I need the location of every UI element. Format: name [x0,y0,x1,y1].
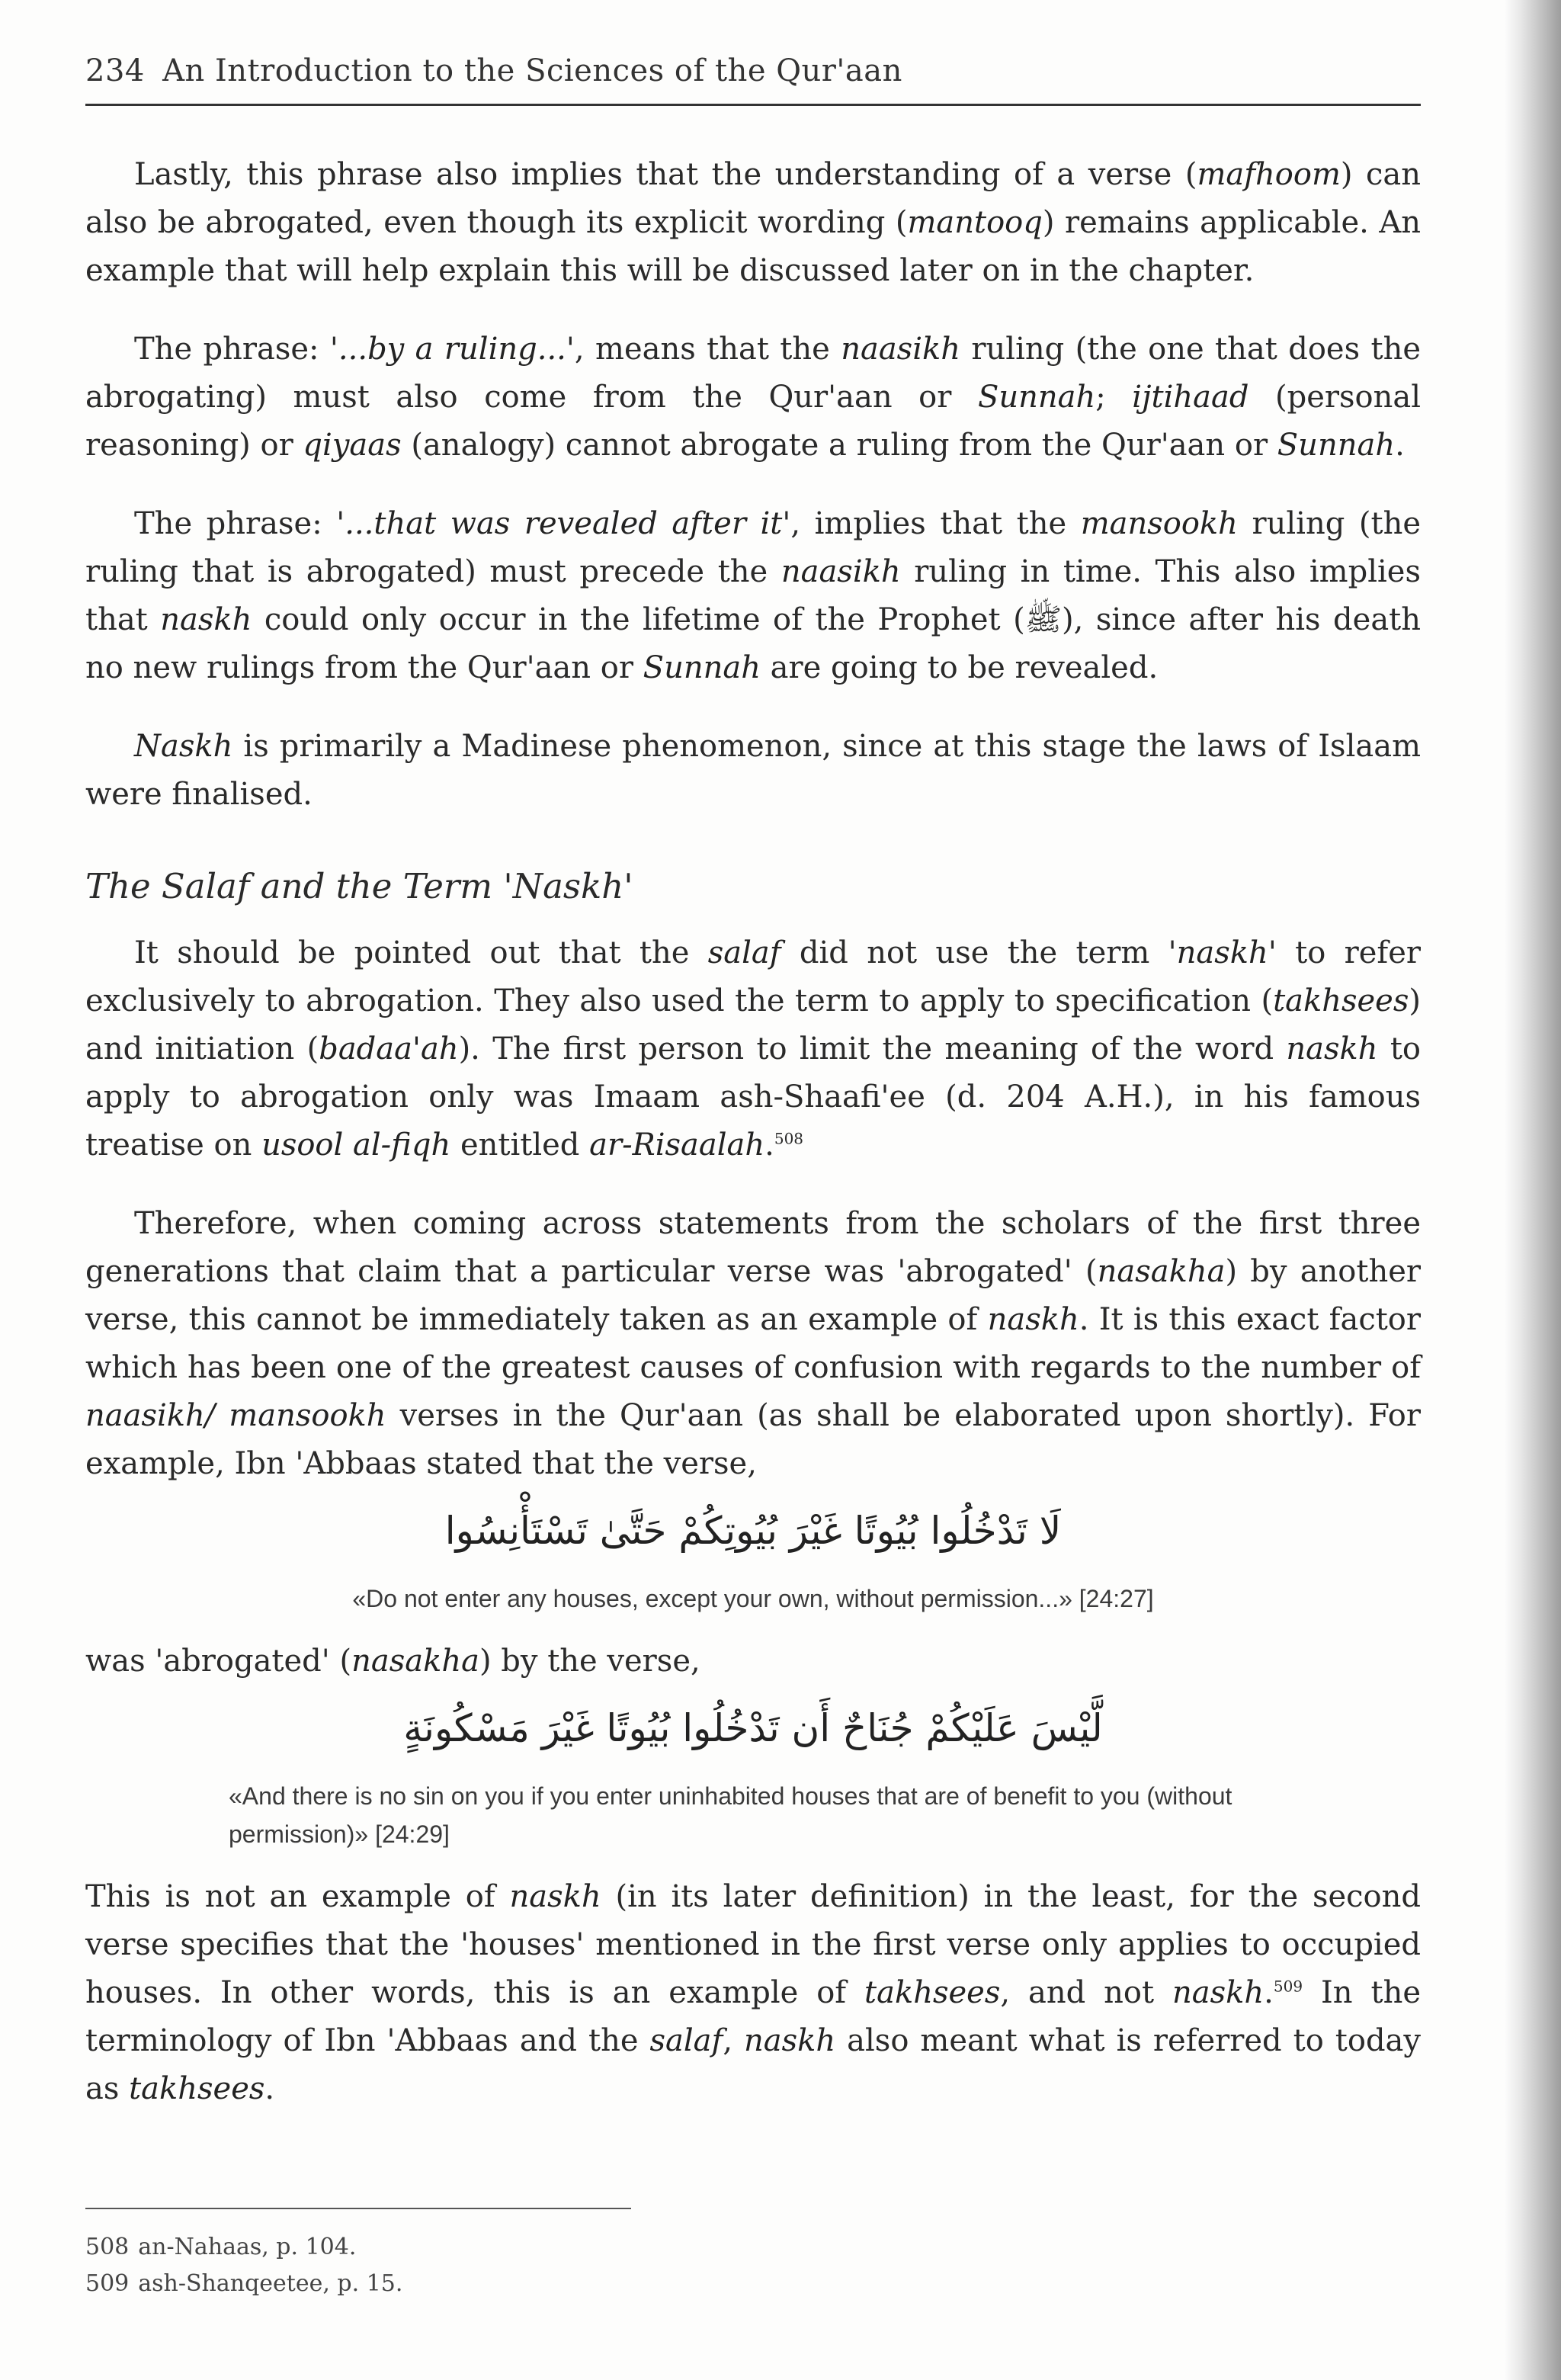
p5-text-6: to apply to abrogation only was Imaam ash-Shaafi'ee (d. 204 A.H.), in his famous treatise on [85,1031,1422,1163]
p3-term-naskh: naskh [160,602,252,637]
p6-term-nasakha: nasakha [1097,1254,1226,1289]
p2-text-2: ', means that the [566,332,841,367]
p8-term-takhsees-2: takhsees [129,2071,265,2106]
p5-text-8: . [764,1127,774,1163]
p8-term-naskh-2: naskh [1172,1975,1265,2010]
p2-term-qiyaas: qiyaas [303,428,402,463]
verse-2-arabic: لَّيْسَ عَلَيْكُمْ جُنَاحٌ أَن تَدْخُلُوا بُيُوتًا غَيْرَ مَسْكُونَةٍ [403,1706,1103,1750]
footnote-text: ash-Shanqeetee, p. 15. [138,2270,403,2297]
p5-text-2: did not use the term ' [780,935,1177,970]
p1-text-1: Lastly, this phrase also implies that the understanding of a verse ( [134,157,1197,192]
p5-term-risaalah: ar-Risaalah [589,1127,765,1163]
footnote-number: 508 [85,2234,130,2260]
p5-term-usool: usool al-fiqh [261,1127,451,1163]
verse-1-translation: «Do not enter any houses, except your own, without permission...» [24:27] [352,1585,1154,1612]
p6-text-4: verses in the Qur'aan (as shall be elaborated upon shortly). For example, Ibn 'Abbaas stated that the verse, [85,1398,1422,1481]
footnote-508 [85,2229,848,2266]
p2-quote: ...by a ruling... [338,332,566,367]
p6-term-naasikh-mansookh: naasikh/ mansookh [85,1398,386,1433]
p2-text-5: (personal reasoning) or [85,380,1422,463]
footnote-number: 509 [85,2270,130,2297]
p2-term-sunnah-2: Sunnah [1277,428,1396,463]
p5-text-7: entitled [450,1127,590,1163]
p3-text-4: ruling in time. This also implies that [85,554,1421,637]
footnote-509 [85,2266,848,2302]
paragraph-7 [85,1637,1421,1686]
paragraph-4 [85,723,1421,819]
p2-term-naasikh: naasikh [841,332,960,367]
p3-text-6: ), since after his death no new rulings from the Qur'aan or [85,602,1422,685]
p5-text-1: It should be pointed out that the [134,935,708,970]
p6-text-1: Therefore, when coming across statements from the scholars of the first three generations that claim that a particular verse was 'abrogated' ( [85,1206,1421,1289]
p2-text-3: ruling (the one that does the abrogating) must also come from the Qur'aan or [85,332,1422,415]
paragraph-5 [85,929,1421,1169]
p8-text-5: In the terminology of Ibn 'Abbaas and the [85,1975,1422,2058]
paragraph-3 [85,500,1421,692]
p6-text-2: ) by another verse, this cannot be immediately taken as an example of [85,1254,1422,1337]
salutation-glyph: ﷺ [1024,602,1063,637]
page-body [85,151,1421,2144]
p7-text-2: ) by the verse, [479,1644,700,1679]
p7-term-nasakha: nasakha [351,1644,479,1679]
p8-text-7: also meant what is referred to today as [85,2023,1421,2106]
book-title: An Introduction to the Sciences of the Qur'aan [162,53,902,88]
page-edge-shadow [1505,0,1561,2380]
p3-term-naasikh: naasikh [780,554,901,589]
p1-term-mafhoom: mafhoom [1197,157,1341,192]
p5-term-salaf: salaf [707,935,781,970]
p5-term-badaaah: badaa'ah [319,1031,459,1067]
verse-2-translation: «And there is no sin on you if you enter uninhabited houses that are of benefit to you (without permission)» [24:29] [229,1782,1232,1848]
p8-text-2: (in its later definition) in the least, for the second verse specifies that the 'houses' mentioned in the first verse only applies to occupied houses. In other words, this is an example of [85,1879,1421,2010]
p2-term-sunnah: Sunnah [977,380,1096,415]
p4-term-naskh: Naskh [134,729,233,764]
footnote-rule [85,2208,631,2209]
p3-text-5: could only occur in the lifetime of the Prophet ( [252,602,1025,637]
footnote-ref-508[interactable]: 508 [774,1129,804,1148]
p8-term-salaf: salaf [649,2023,723,2058]
p4-text-1: is primarily a Madinese phenomenon, since at this stage the laws of Islaam were finalised. [85,729,1421,812]
running-head [85,53,1418,88]
p5-text-4: ) and initiation ( [85,983,1421,1067]
p2-term-ijtihaad: ijtihaad [1132,380,1249,415]
p5-text-3: ' to refer exclusively to abrogation. They also used the term to apply to specification ( [85,935,1421,1018]
verse-1-arabic: لَا تَدْخُلُوا بُيُوتًا غَيْرَ بُيُوتِكُمْ حَتَّىٰ تَسْتَأْنِسُوا [444,1509,1062,1553]
paragraph-6 [85,1200,1421,1488]
p8-text-6: , [723,2023,745,2058]
p8-term-naskh: naskh [509,1879,601,1914]
p2-text-1: The phrase: ' [134,332,338,367]
p3-term-sunnah: Sunnah [643,650,761,685]
p1-text-3: ) remains applicable. An example that will help explain this will be discussed later on in the chapter. [85,205,1421,288]
p3-text-3: ruling (the ruling that is abrogated) must precede the [85,506,1422,589]
footnotes [85,2229,848,2302]
paragraph-8 [85,1873,1421,2113]
p5-term-naskh: naskh [1176,935,1268,970]
p3-term-mansookh: mansookh [1080,506,1238,541]
p5-term-naskh-2: naskh [1286,1031,1378,1067]
p2-text-4: ; [1095,380,1133,415]
p8-text-3: , and not [1000,1975,1173,2010]
p5-text-5: ). The first person to limit the meaning of the word [458,1031,1287,1067]
p8-text-8: . [264,2071,275,2106]
p8-text-4: . [1264,1975,1274,2010]
p6-text-3: . It is this exact factor which has been one of the greatest causes of confusion with regards to the number of [85,1302,1421,1385]
section-heading: The Salaf and the Term 'Naskh' [85,866,633,906]
footnote-text: an-Nahaas, p. 104. [138,2234,357,2260]
paragraph-2 [85,326,1421,470]
header-rule [85,104,1421,106]
footnote-ref-509[interactable]: 509 [1273,1977,1303,1996]
p3-text-7: are going to be revealed. [760,650,1159,685]
page-number: 234 [85,53,145,88]
p3-text-1: The phrase: ' [134,506,345,541]
p8-text-1: This is not an example of [85,1879,510,1914]
p7-text-1: was 'abrogated' ( [85,1644,352,1679]
p5-term-takhsees: takhsees [1273,983,1409,1018]
paragraph-1 [85,151,1421,295]
p1-term-mantooq: mantooq [907,205,1043,240]
p2-text-7: . [1395,428,1405,463]
p3-text-2: ', implies that the [782,506,1081,541]
p6-term-naskh: naskh [987,1302,1079,1337]
p3-quote: ...that was revealed after it [345,506,783,541]
p2-text-6: (analogy) cannot abrogate a ruling from the Qur'aan or [401,428,1277,463]
p8-term-takhsees: takhsees [864,1975,1001,2010]
p8-term-naskh-3: naskh [744,2023,836,2058]
p1-text-2: ) can also be abrogated, even though its explicit wording ( [85,157,1421,240]
